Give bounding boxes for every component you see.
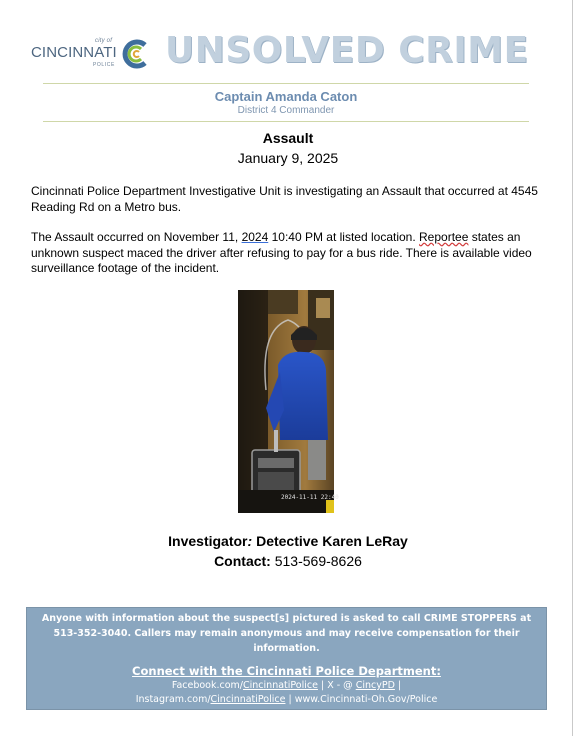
website-link[interactable]: | www.Cincinnati-Oh.Gov/Police bbox=[285, 694, 438, 705]
social-links-line-1 bbox=[27, 679, 546, 693]
social-links-line-2 bbox=[27, 693, 546, 707]
x-suffix: | bbox=[394, 680, 402, 691]
page-edge bbox=[572, 0, 573, 736]
banner-title: UNSOLVED CRIME bbox=[165, 30, 529, 71]
x-prefix: | X - @ bbox=[317, 680, 356, 691]
p2-year: 2024 bbox=[241, 230, 269, 244]
investigator-label: Investigator bbox=[168, 533, 248, 549]
p2-text-a: The Assault occurred on November 11, bbox=[31, 230, 242, 244]
social-links bbox=[27, 679, 546, 707]
commander-title: District 4 Commander bbox=[237, 105, 335, 116]
facebook-prefix[interactable]: Facebook.com/ bbox=[171, 680, 244, 691]
connect-heading: Connect with the Cincinnati Police Department: bbox=[132, 664, 441, 678]
p2-reportee: Reportee bbox=[419, 230, 469, 244]
investigator-name: Detective Karen LeRay bbox=[252, 533, 408, 549]
footer-box bbox=[26, 607, 547, 710]
header-divider-top bbox=[43, 83, 529, 84]
crime-date: January 9, 2025 bbox=[237, 150, 339, 166]
instagram-link[interactable]: CincinnatiPolice bbox=[210, 694, 286, 705]
crime-stoppers-notice: Anyone with information about the suspect[s] pictured is asked to call CRIME STOPPERS at 513-352-3040. Callers may remain anonymous and may receive compensation for their information. bbox=[41, 613, 532, 654]
surveillance-photo bbox=[238, 290, 334, 513]
case-paragraph-1: Cincinnati Police Department Investigative Unit is investigating an Assault that occurred at 4545 Reading Rd on a Metro bus. bbox=[31, 184, 538, 214]
investigator-line bbox=[0, 533, 576, 549]
x-link[interactable]: CincyPD bbox=[355, 680, 395, 691]
p2-text-b: 10:40 PM at listed location. bbox=[268, 230, 420, 244]
cincinnati-police-logo bbox=[31, 38, 153, 70]
instagram-prefix[interactable]: Instagram.com/ bbox=[135, 694, 211, 705]
crime-type-heading: Assault bbox=[262, 130, 314, 146]
header-divider-bottom bbox=[43, 121, 529, 122]
city-c-logo-icon bbox=[119, 38, 151, 70]
commander-name: Captain Amanda Caton bbox=[214, 89, 358, 104]
photo-timestamp: 2024-11-11 22:40 bbox=[281, 494, 339, 501]
surveillance-photo-image bbox=[238, 290, 334, 513]
facebook-link[interactable]: CincinnatiPolice bbox=[243, 680, 318, 691]
logo-sub: POLICE bbox=[93, 62, 115, 68]
case-paragraph-2 bbox=[31, 230, 541, 277]
contact-label: Contact: bbox=[214, 553, 271, 569]
contact-phone: 513-569-8626 bbox=[270, 553, 362, 569]
logo-wordmark: CINCINNATI bbox=[31, 44, 117, 61]
p2-text-c: states an unknown suspect maced the driver after refusing to pay for a bus ride. There is available video surveillance footage of the incident. bbox=[31, 230, 532, 275]
contact-line bbox=[0, 553, 576, 569]
logo-city-prefix: city of bbox=[95, 38, 113, 44]
investigator-colon: : bbox=[247, 533, 253, 549]
